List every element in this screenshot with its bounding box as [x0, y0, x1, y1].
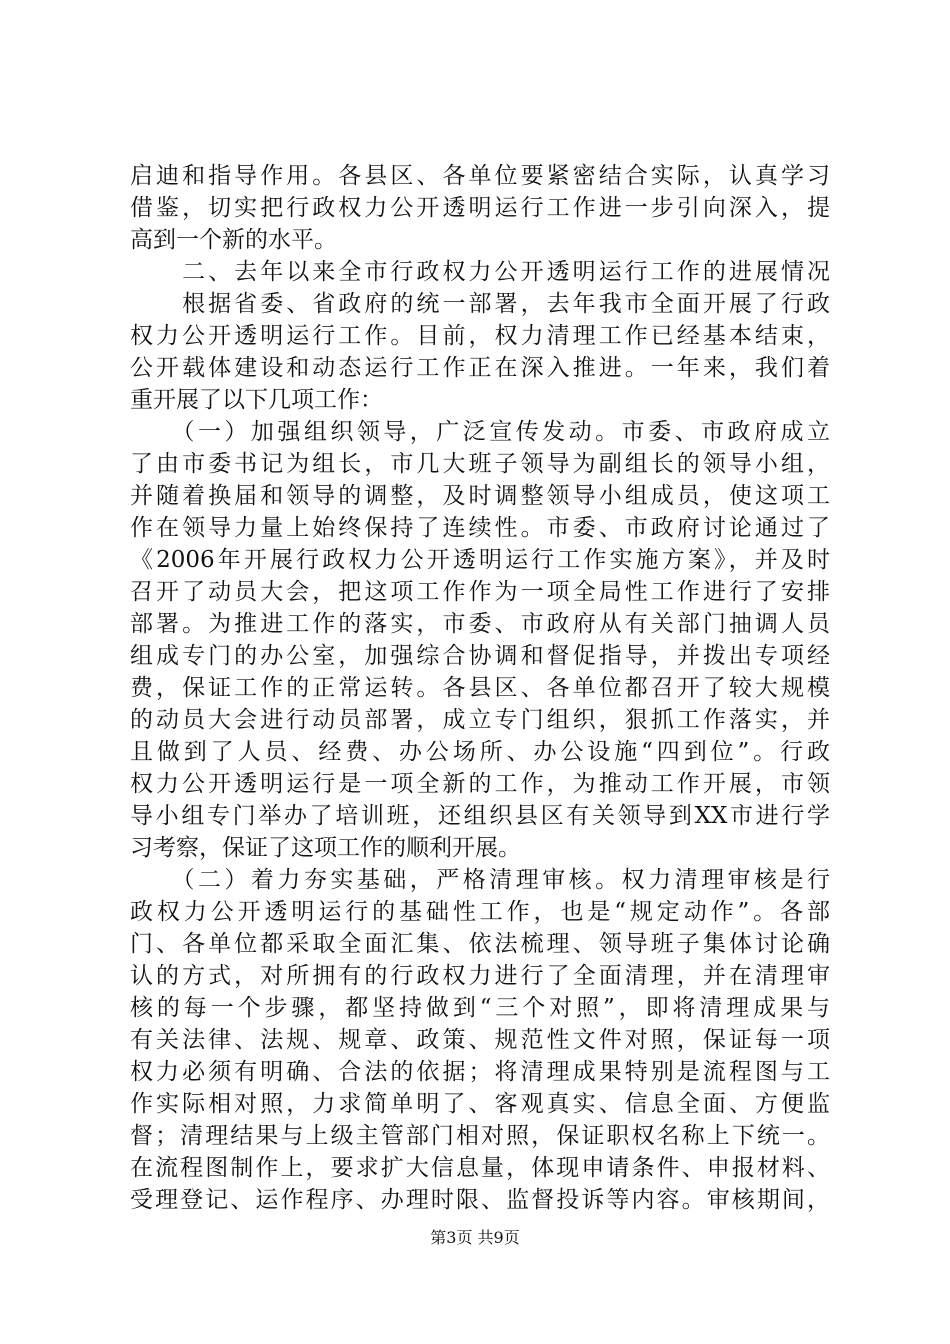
- text-line: 并随着换届和领导的调整，及时调整领导小组成员，使这项工: [130, 483, 830, 509]
- text-line: 高到一个新的水平。: [130, 227, 337, 253]
- text-line: 部署。为推进工作的落实，市委、市政府从有关部门抽调人员: [130, 611, 830, 637]
- text-line: 有关法律、法规、规章、政策、规范性文件对照，保证每一项: [130, 1027, 830, 1053]
- text-line: 权力公开透明运行工作。目前，权力清理工作已经基本结束，: [130, 323, 830, 349]
- text-line: 督；清理结果与上级主管部门相对照，保证职权名称上下统一。: [130, 1123, 830, 1149]
- text-line: 门、各单位都采取全面汇集、依法梳理、领导班子集体讨论确: [130, 931, 830, 957]
- text-line: 习考察，保证了这项工作的顺利开展。: [130, 835, 521, 861]
- text-line: 了由市委书记为组长，市几大班子领导为副组长的领导小组，: [130, 451, 830, 477]
- text-line: 权力必须有明确、合法的依据；将清理成果特别是流程图与工: [130, 1059, 830, 1085]
- text-line: 《2006年开展行政权力公开透明运行工作实施方案》，并及时: [130, 547, 830, 573]
- text-line: 借鉴，切实把行政权力公开透明运行工作进一步引向深入，提: [130, 195, 830, 221]
- text-line: 的动员大会进行动员部署，成立专门组织，狠抓工作落实，并: [130, 707, 830, 733]
- text-line: 且做到了人员、经费、办公场所、办公设施“四到位”。行政: [130, 739, 830, 765]
- text-line: 政权力公开透明运行的基础性工作，也是“规定动作”。各部: [130, 899, 830, 925]
- text-line: 召开了动员大会，把这项工作作为一项全局性工作进行了安排: [130, 579, 830, 605]
- document-body: [130, 160, 830, 1216]
- text-line: 权力公开透明运行是一项全新的工作，为推动工作开展，市领: [130, 771, 830, 797]
- page-number-footer: 第3页 共9页: [430, 1228, 520, 1247]
- text-line: 作实际相对照，力求简单明了、客观真实、信息全面、方便监: [130, 1091, 830, 1117]
- text-line: 核的每一个步骤，都坚持做到“三个对照”，即将清理成果与: [130, 995, 830, 1021]
- text-line: 认的方式，对所拥有的行政权力进行了全面清理，并在清理审: [130, 963, 830, 989]
- text-line: 根据省委、省政府的统一部署，去年我市全面开展了行政: [130, 291, 830, 317]
- text-line: 作在领导力量上始终保持了连续性。市委、市政府讨论通过了: [130, 515, 830, 541]
- text-line: 启迪和指导作用。各县区、各单位要紧密结合实际，认真学习: [130, 163, 830, 189]
- text-line: 导小组专门举办了培训班，还组织县区有关领导到XX市进行学: [130, 803, 830, 829]
- text-line: 组成专门的办公室，加强综合协调和督促指导，并拨出专项经: [130, 643, 830, 669]
- text-line: 公开载体建设和动态运行工作正在深入推进。一年来，我们着: [130, 355, 830, 381]
- text-line: 重开展了以下几项工作：: [130, 387, 383, 413]
- text-line: （二）着力夯实基础，严格清理审核。权力清理审核是行: [130, 867, 830, 893]
- text-line: 受理登记、运作程序、办理时限、监督投诉等内容。审核期间，: [130, 1187, 830, 1213]
- text-line: 费，保证工作的正常运转。各县区、各单位都召开了较大规模: [130, 675, 830, 701]
- section-heading: 二、去年以来全市行政权力公开透明运行工作的进展情况: [130, 259, 830, 285]
- text-line: （一）加强组织领导，广泛宣传发动。市委、市政府成立: [130, 419, 830, 445]
- text-line: 在流程图制作上，要求扩大信息量，体现申请条件、申报材料、: [130, 1155, 830, 1181]
